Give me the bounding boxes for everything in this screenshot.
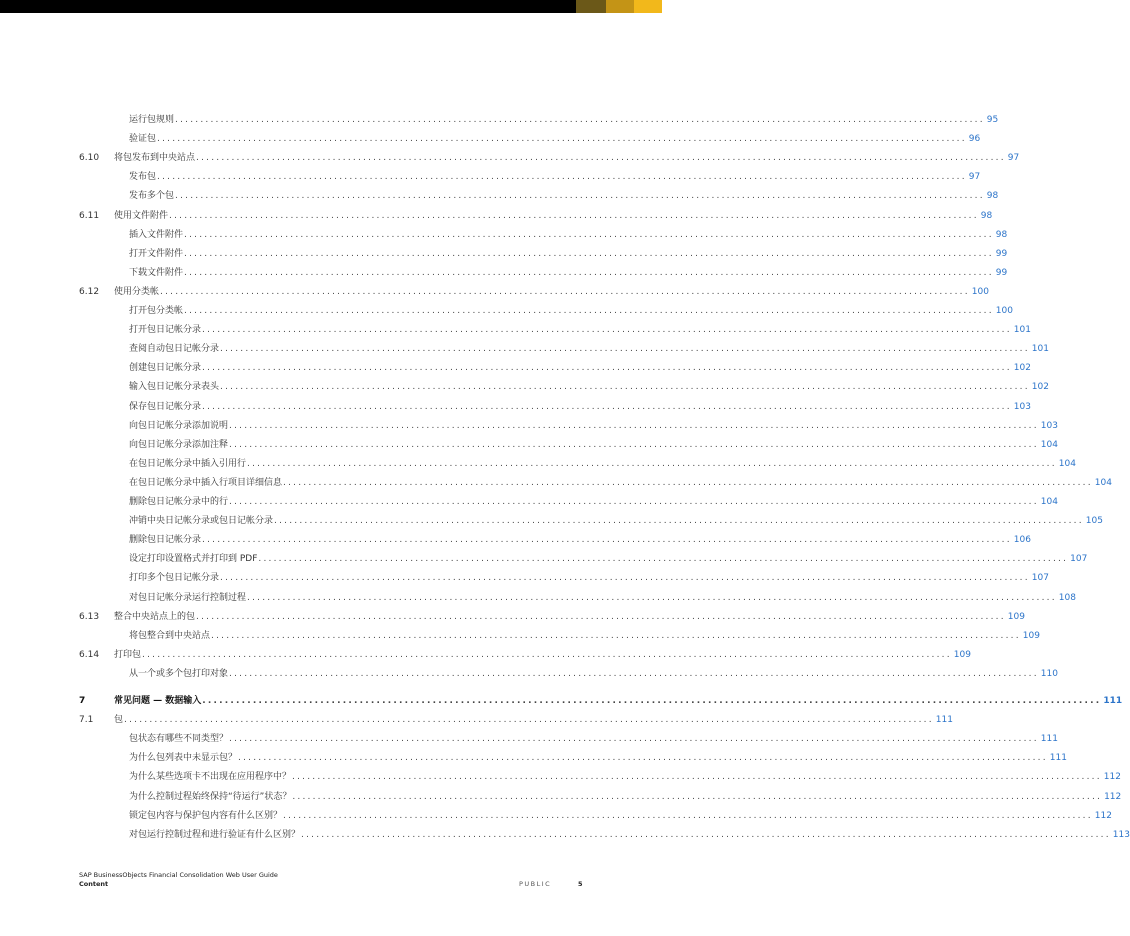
toc-entry-number: 6.11 bbox=[79, 210, 100, 221]
toc-entry-line bbox=[129, 665, 1058, 684]
toc-subentry[interactable] bbox=[0, 359, 1031, 378]
toc-page-link[interactable]: 100 bbox=[971, 286, 989, 297]
toc-page-link[interactable]: 107 bbox=[1070, 554, 1088, 565]
toc-subentry[interactable] bbox=[0, 436, 1058, 455]
toc-subentry[interactable] bbox=[0, 569, 1049, 588]
toc-entry-line bbox=[129, 321, 1031, 340]
toc-entry-title: 将包整合到中央站点 bbox=[129, 630, 211, 641]
toc-entry-line bbox=[129, 187, 999, 206]
toc-subentry[interactable] bbox=[0, 226, 1008, 245]
toc-entry-line bbox=[129, 749, 1067, 768]
toc-subentry[interactable] bbox=[0, 807, 1112, 826]
toc-entry-title: 打开包日记帐分录 bbox=[129, 325, 202, 336]
toc-page-link[interactable]: 110 bbox=[1040, 668, 1058, 679]
toc-entry-title: 将包发布到中央站点 bbox=[114, 153, 196, 164]
toc-leader-dots: ................................................................................................................................................................ bbox=[229, 497, 1039, 507]
toc-entry-line bbox=[129, 359, 1031, 378]
toc-leader-dots: ................................................................................................................................................................ bbox=[211, 630, 1021, 641]
toc-subentry[interactable] bbox=[0, 264, 1008, 283]
toc-entry-title: 包 bbox=[114, 715, 124, 726]
toc-entry-line bbox=[114, 207, 993, 226]
toc-page-link[interactable]: 111 bbox=[935, 715, 953, 726]
toc-subentry[interactable] bbox=[0, 749, 1067, 768]
toc-leader-dots: ................................................................................................................................................................ bbox=[157, 134, 967, 145]
toc-entry-line bbox=[129, 264, 1008, 283]
toc-entry-title: 设定打印设置格式并打印到 PDF bbox=[129, 554, 258, 565]
toc-leader-dots: ................................................................................................................................................................ bbox=[202, 535, 1012, 546]
toc-subentry[interactable] bbox=[0, 493, 1058, 512]
toc-entry-line bbox=[129, 768, 1121, 787]
toc-entry-line bbox=[114, 646, 971, 665]
toc-entry-title: 从一个或多个包打印对象 bbox=[129, 668, 229, 679]
toc-page-link[interactable]: 102 bbox=[1013, 363, 1031, 374]
toc-entry-title: 保存包日记帐分录 bbox=[129, 401, 202, 412]
toc-page-link[interactable]: 95 bbox=[986, 115, 999, 125]
toc-page-link[interactable]: 104 bbox=[1094, 477, 1112, 488]
toc-chapter-entry[interactable] bbox=[0, 692, 1123, 711]
toc-subentry[interactable] bbox=[0, 130, 981, 149]
toc-section-entry[interactable] bbox=[0, 608, 1025, 627]
toc-entry-title: 向包日记帐分录添加说明 bbox=[129, 420, 229, 431]
toc-entry-title: 输入包日记帐分录表头 bbox=[129, 382, 220, 393]
toc-leader-dots: ................................................................................................................................................................ bbox=[247, 458, 1057, 469]
toc-leader-dots: ................................................................................................................................................................ bbox=[247, 592, 1057, 603]
toc-entry-line bbox=[129, 302, 1013, 321]
toc-page-link[interactable]: 103 bbox=[1040, 420, 1058, 431]
toc-entry-title: 发布多个包 bbox=[129, 191, 175, 202]
toc-subentry[interactable] bbox=[0, 187, 999, 206]
toc-page-link[interactable]: 113 bbox=[1112, 829, 1130, 840]
toc-section-entry[interactable] bbox=[0, 283, 989, 302]
toc-entry-line bbox=[129, 130, 981, 149]
toc-entry-title: 整合中央站点上的包 bbox=[114, 611, 196, 622]
toc-entry-title: 包状态有哪些不同类型？ bbox=[129, 734, 229, 745]
toc-entry-title: 使用文件附件 bbox=[114, 210, 169, 221]
toc-page-link[interactable]: 104 bbox=[1040, 497, 1058, 507]
toc-entry-number: 6.10 bbox=[79, 153, 100, 164]
footer-document-title: SAP BusinessObjects Financial Consolidation Web User Guide bbox=[79, 871, 278, 879]
toc-page-link[interactable]: 97 bbox=[968, 172, 981, 183]
toc-leader-dots: ................................................................................................................................................................ bbox=[196, 611, 1006, 622]
toc-subentry[interactable] bbox=[0, 768, 1121, 787]
toc-page-link[interactable]: 109 bbox=[1007, 611, 1025, 622]
toc-entry-title: 删除包日记帐分录中的行 bbox=[129, 497, 229, 507]
toc-page-link[interactable]: 112 bbox=[1094, 810, 1112, 821]
toc-page-link[interactable]: 98 bbox=[995, 229, 1008, 240]
toc-leader-dots: ................................................................................................................................................................ bbox=[124, 715, 934, 726]
toc-page-link[interactable]: 101 bbox=[1031, 344, 1049, 355]
toc-page-link[interactable]: 105 bbox=[1085, 516, 1103, 527]
toc-entry-number: 6.12 bbox=[79, 286, 100, 297]
toc-entry-line bbox=[114, 608, 1025, 627]
toc-entry-line bbox=[129, 730, 1058, 749]
toc-subentry[interactable] bbox=[0, 378, 1049, 397]
toc-subentry[interactable] bbox=[0, 340, 1049, 359]
toc-entry-title: 为什么包列表中未显示包？ bbox=[129, 753, 238, 764]
toc-entry-line bbox=[129, 417, 1058, 436]
footer-section-name: Content bbox=[79, 880, 109, 888]
toc-section-entry[interactable] bbox=[0, 711, 953, 730]
toc-entry-title: 运行包规则 bbox=[129, 115, 175, 125]
toc-entry-line bbox=[129, 398, 1031, 417]
toc-subentry[interactable] bbox=[0, 531, 1031, 550]
toc-leader-dots: ................................................................................................................................................................ bbox=[184, 248, 994, 259]
toc-leader-dots: ................................................................................................................................................................ bbox=[292, 791, 1103, 802]
toc-entry-line bbox=[129, 550, 1088, 569]
toc-page-link[interactable]: 100 bbox=[995, 306, 1013, 316]
toc-entry-line bbox=[129, 531, 1031, 550]
toc-entry-title: 发布包 bbox=[129, 172, 157, 183]
toc-page-link[interactable]: 109 bbox=[1022, 630, 1040, 641]
toc-subentry[interactable] bbox=[0, 589, 1076, 608]
toc-entry-line bbox=[114, 692, 1123, 711]
toc-subentry[interactable] bbox=[0, 455, 1076, 474]
toc-leader-dots: ................................................................................................................................................................ bbox=[157, 172, 967, 183]
toc-leader-dots: ................................................................................................................................................................ bbox=[274, 516, 1084, 527]
toc-leader-dots: ................................................................................................................................................................ bbox=[229, 439, 1039, 450]
toc-subentry[interactable] bbox=[0, 245, 1008, 264]
toc-entry-title: 打印包 bbox=[114, 649, 142, 660]
toc-entry-line bbox=[129, 569, 1049, 588]
toc-section-entry[interactable] bbox=[0, 646, 971, 665]
toc-entry-number: 6.13 bbox=[79, 611, 100, 622]
toc-entry-title: 对包运行控制过程和进行验证有什么区别？ bbox=[129, 829, 301, 840]
toc-page-link[interactable]: 104 bbox=[1040, 439, 1058, 450]
toc-leader-dots: ................................................................................................................................................................ bbox=[283, 810, 1093, 821]
toc-entry-line bbox=[129, 455, 1076, 474]
footer-page-number: 5 bbox=[578, 880, 583, 888]
toc-subentry[interactable] bbox=[0, 627, 1040, 646]
toc-page-link[interactable]: 101 bbox=[1013, 325, 1031, 336]
toc-entry-title: 在包日记帐分录中插入引用行 bbox=[129, 458, 247, 469]
toc-leader-dots: ................................................................................................................................................................ bbox=[220, 573, 1030, 584]
toc-leader-dots: ................................................................................................................................................................ bbox=[238, 753, 1048, 764]
toc-entry-title: 在包日记帐分录中插入行项目详细信息 bbox=[129, 477, 283, 488]
toc-entry-line bbox=[129, 245, 1008, 264]
toc-entry-line bbox=[129, 493, 1058, 512]
toc-subentry[interactable] bbox=[0, 826, 1130, 845]
toc-leader-dots: ................................................................................................................................................................ bbox=[229, 734, 1039, 745]
toc-page-link[interactable]: 103 bbox=[1013, 401, 1031, 412]
toc-leader-dots: ................................................................................................................................................................ bbox=[184, 229, 994, 240]
toc-leader-dots: ................................................................................................................................................................ bbox=[202, 363, 1012, 374]
toc-page-link[interactable]: 111 bbox=[1103, 696, 1123, 706]
toc-leader-dots: ................................................................................................................................................................ bbox=[220, 382, 1030, 393]
toc-leader-dots: ................................................................................................................................................................ bbox=[301, 829, 1111, 840]
toc-entry-title: 冲销中央日记帐分录或包日记帐分录 bbox=[129, 516, 274, 527]
toc-entry-title: 常见问题 — 数据输入 bbox=[114, 696, 202, 706]
toc-entry-title: 验证包 bbox=[129, 134, 157, 145]
toc-entry-title: 删除包日记帐分录 bbox=[129, 535, 202, 546]
toc-leader-dots: ................................................................................................................................................................ bbox=[220, 344, 1030, 355]
toc-leader-dots: ................................................................................................................................................................ bbox=[160, 286, 970, 297]
toc-page-link[interactable]: 107 bbox=[1031, 573, 1049, 584]
toc-entry-title: 打开包分类帐 bbox=[129, 306, 184, 316]
toc-page-link[interactable]: 97 bbox=[1007, 153, 1020, 164]
toc-entry-title: 查阅自动包日记帐分录 bbox=[129, 344, 220, 355]
toc-entry-line bbox=[114, 149, 1020, 168]
brand-accent-mid bbox=[606, 0, 634, 13]
toc-subentry[interactable] bbox=[0, 474, 1112, 493]
toc-entry-number: 6.14 bbox=[79, 649, 100, 660]
toc-entry-line bbox=[129, 378, 1049, 397]
toc-page-link[interactable]: 99 bbox=[995, 267, 1008, 278]
toc-leader-dots: ................................................................................................................................................................ bbox=[169, 210, 979, 221]
toc-entry-line bbox=[129, 627, 1040, 646]
toc-section-entry[interactable] bbox=[0, 207, 993, 226]
toc-entry-line bbox=[129, 436, 1058, 455]
toc-entry-number: 7 bbox=[79, 696, 86, 706]
toc-entry-line bbox=[114, 711, 953, 730]
toc-page-link[interactable]: 111 bbox=[1049, 753, 1067, 764]
toc-entry-line bbox=[114, 283, 989, 302]
toc-leader-dots: ................................................................................................................................................................ bbox=[283, 477, 1093, 488]
toc-page-link[interactable]: 112 bbox=[1104, 791, 1122, 802]
brand-accent-dark bbox=[576, 0, 606, 13]
toc-entry-title: 下载文件附件 bbox=[129, 267, 184, 278]
toc-page-link[interactable]: 112 bbox=[1103, 772, 1121, 783]
toc-page-link[interactable]: 104 bbox=[1058, 458, 1076, 469]
toc-page-link[interactable]: 96 bbox=[968, 134, 981, 145]
toc-leader-dots: ................................................................................................................................................................ bbox=[175, 115, 985, 125]
toc-leader-dots: ................................................................................................................................................................ bbox=[142, 649, 952, 660]
toc-leader-dots: ................................................................................................................................................................ bbox=[202, 696, 1102, 706]
top-brand-bar bbox=[0, 0, 662, 13]
toc-entry-title: 打印多个包日记帐分录 bbox=[129, 573, 220, 584]
toc-subentry[interactable] bbox=[0, 788, 1122, 807]
toc-entry-title: 向包日记帐分录添加注释 bbox=[129, 439, 229, 450]
toc-entry-line bbox=[129, 168, 981, 187]
toc-subentry[interactable] bbox=[0, 512, 1103, 531]
toc-leader-dots: ................................................................................................................................................................ bbox=[202, 325, 1012, 336]
toc-entry-line bbox=[129, 226, 1008, 245]
toc-entry-line bbox=[129, 589, 1076, 608]
toc-entry-line bbox=[129, 474, 1112, 493]
toc-entry-title: 锁定包内容与保护包内容有什么区别？ bbox=[129, 810, 283, 821]
toc-subentry[interactable] bbox=[0, 665, 1058, 684]
toc-entry-title: 打开文件附件 bbox=[129, 248, 184, 259]
footer-classification: PUBLIC bbox=[519, 880, 552, 888]
toc-page-link[interactable]: 108 bbox=[1058, 592, 1076, 603]
toc-entry-line bbox=[129, 512, 1103, 531]
toc-subentry[interactable] bbox=[0, 398, 1031, 417]
toc-entry-line bbox=[129, 111, 999, 130]
toc-page-link[interactable]: 99 bbox=[995, 248, 1008, 259]
toc-subentry[interactable] bbox=[0, 168, 981, 187]
toc-leader-dots: ................................................................................................................................................................ bbox=[196, 153, 1006, 164]
toc-subentry[interactable] bbox=[0, 302, 1013, 321]
toc-subentry[interactable] bbox=[0, 111, 999, 130]
toc-entry-title: 为什么某些选项卡不出现在应用程序中？ bbox=[129, 772, 292, 783]
toc-leader-dots: ................................................................................................................................................................ bbox=[175, 191, 985, 202]
toc-leader-dots: ................................................................................................................................................................ bbox=[202, 401, 1012, 412]
toc-page-link[interactable]: 109 bbox=[953, 649, 971, 660]
toc-entry-line bbox=[129, 807, 1112, 826]
toc-subentry[interactable] bbox=[0, 730, 1058, 749]
toc-leader-dots: ................................................................................................................................................................ bbox=[184, 306, 994, 316]
toc-leader-dots: ................................................................................................................................................................ bbox=[184, 267, 994, 278]
toc-page-link[interactable]: 98 bbox=[986, 191, 999, 202]
toc-page-link[interactable]: 111 bbox=[1040, 734, 1058, 745]
toc-subentry[interactable] bbox=[0, 417, 1058, 436]
toc-page-link[interactable]: 98 bbox=[980, 210, 993, 221]
toc-leader-dots: ................................................................................................................................................................ bbox=[229, 420, 1039, 431]
toc-page-link[interactable]: 106 bbox=[1013, 535, 1031, 546]
toc-entry-title: 使用分类帐 bbox=[114, 286, 160, 297]
toc-section-entry[interactable] bbox=[0, 149, 1020, 168]
toc-entry-title: 创建包日记帐分录 bbox=[129, 363, 202, 374]
toc-entry-line bbox=[129, 826, 1130, 845]
toc-subentry[interactable] bbox=[0, 321, 1031, 340]
toc-entry-line bbox=[129, 788, 1122, 807]
toc-page-link[interactable]: 102 bbox=[1031, 382, 1049, 393]
toc-subentry[interactable] bbox=[0, 550, 1088, 569]
toc-leader-dots: ................................................................................................................................................................ bbox=[292, 772, 1102, 783]
toc-entry-title: 对包日记帐分录运行控制过程 bbox=[129, 592, 247, 603]
toc-entry-number: 7.1 bbox=[79, 715, 94, 726]
toc-entry-title: 为什么控制过程始终保持“待运行”状态？ bbox=[129, 791, 292, 802]
toc-entry-line bbox=[129, 340, 1049, 359]
toc-entry-title: 插入文件附件 bbox=[129, 229, 184, 240]
toc-leader-dots: ................................................................................................................................................................ bbox=[258, 554, 1069, 565]
brand-accent-light bbox=[634, 0, 662, 13]
toc-leader-dots: ................................................................................................................................................................ bbox=[229, 668, 1039, 679]
